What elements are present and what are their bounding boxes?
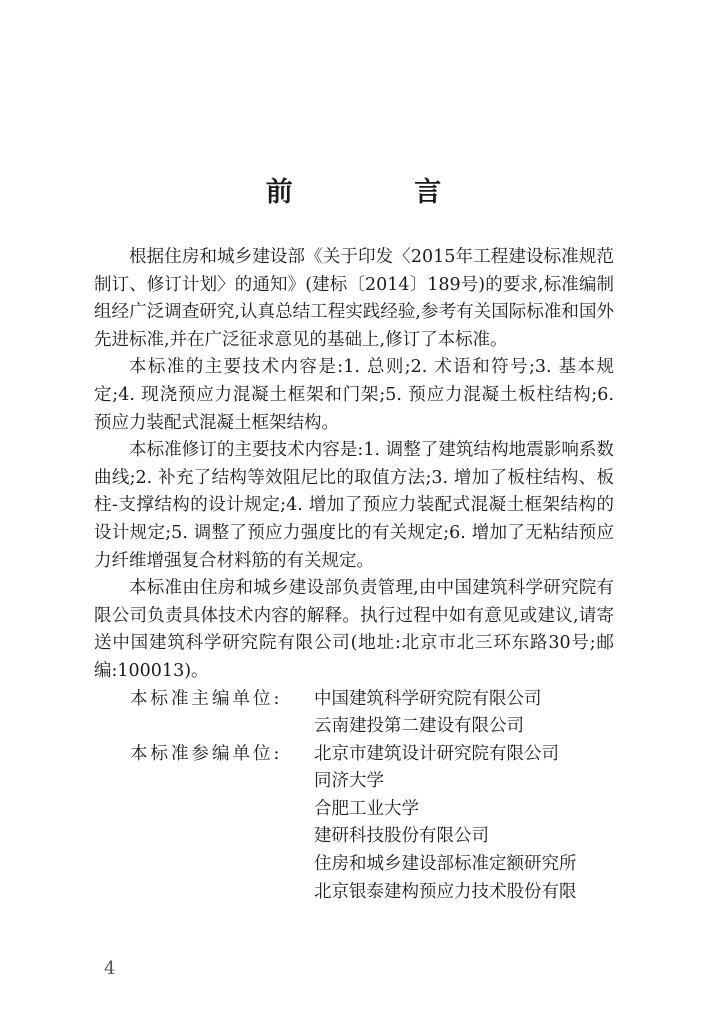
chief-units-block xyxy=(94,686,614,741)
participating-unit-item: 住房和城乡建设部标准定额研究所 xyxy=(314,854,577,875)
participating-unit-item: 北京市建筑设计研究院有限公司 xyxy=(314,743,559,764)
paragraph-management: 本标准由住房和城乡建设部负责管理,由中国建筑科学研究院有限公司负责具体技术内容的解释。执行过程中如有意见或建议,请寄送中国建筑科学研究院有限公司(地址:北京市北三环东路30号;邮编:100013)。 xyxy=(94,578,614,681)
participating-unit-item: 建研科技股份有限公司 xyxy=(314,826,489,847)
participating-units-list xyxy=(314,741,614,907)
page-title: 前 言 xyxy=(265,177,498,208)
participating-unit-item: 北京银泰建构预应力技术股份有限 xyxy=(314,881,577,902)
chief-units-list xyxy=(314,686,614,741)
page-number: 4 xyxy=(104,958,116,979)
participating-units-label: 本标准参编单位: xyxy=(130,743,283,764)
participating-units-block xyxy=(94,741,614,907)
participating-unit-item: 同济大学 xyxy=(314,771,384,792)
chief-unit-item: 中国建筑科学研究院有限公司 xyxy=(314,688,542,709)
paragraph-revision-content: 本标准修订的主要技术内容是:1. 调整了建筑结构地震影响系数曲线;2. 补充了结构等效阻尼比的取值方法;3. 增加了板柱结构、板柱-支撑结构的设计规定;4. 增加了预应力装配式混凝土框架结构的设计规定;5. 调整了预应力强度比的有关规定;6. 增加了无粘结预应力纤维增强复合材料筋的有关规定。 xyxy=(94,440,614,571)
document-body xyxy=(94,244,614,906)
chief-units-label: 本标准主编单位: xyxy=(130,688,283,709)
paragraph-main-content: 本标准的主要技术内容是:1. 总则;2. 术语和符号;3. 基本规定;4. 现浇预应力混凝土框架和门架;5. 预应力混凝土板柱结构;6. 预应力装配式混凝土框架结构。 xyxy=(94,357,614,433)
chief-unit-item: 云南建投第二建设有限公司 xyxy=(314,716,524,737)
participating-unit-item: 合肥工业大学 xyxy=(314,798,419,819)
paragraph-intro: 根据住房和城乡建设部《关于印发〈2015年工程建设标准规范制订、修订计划〉的通知》(建标〔2014〕189号)的要求,标准编制组经广泛调查研究,认真总结工程实践经验,参考有关国际标准和国外先进标准,并在广泛征求意见的基础上,修订了本标准。 xyxy=(94,247,614,350)
